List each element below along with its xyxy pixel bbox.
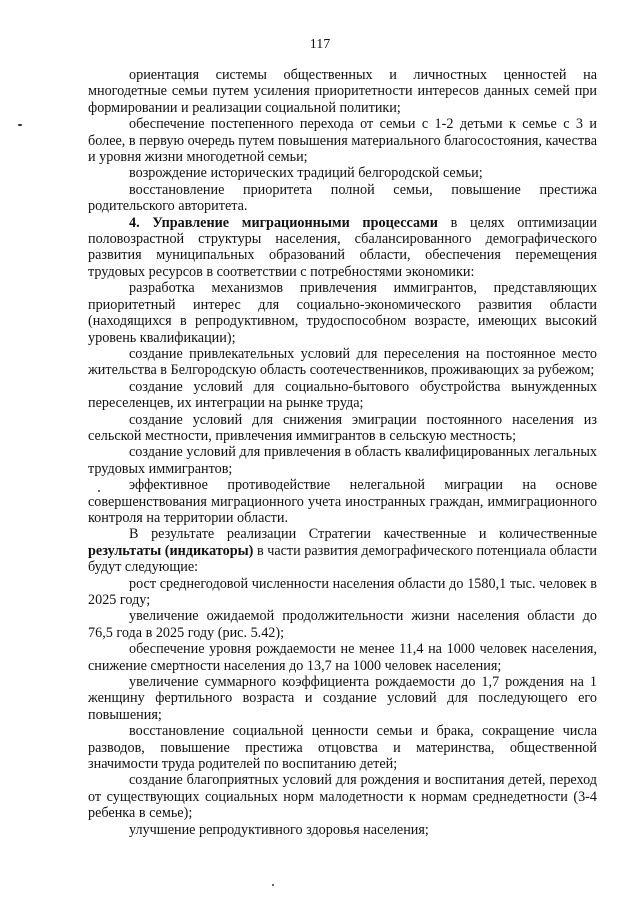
section-heading-migration: 4. Управление миграционными процессами	[129, 214, 438, 231]
paragraph: создание условий для привлечения в область квалифицированных легальных трудовых иммигрантов;	[88, 444, 597, 477]
paragraph: восстановление приоритета полной семьи, повышение престижа родительского авторитета.	[88, 181, 597, 215]
paragraph: обеспечение уровня рождаемости не менее 11,4 на 1000 человек населения, снижение смертности населения до 13,7 на 1000 человек населения;	[88, 641, 597, 674]
paragraph-results-intro	[88, 526, 597, 575]
paragraph: эффективное противодействие нелегальной миграции на основе совершенствования миграционного учета иностранных граждан, иммиграционного контроля на территории области.	[88, 477, 597, 526]
paragraph: обеспечение постепенного перехода от семьи с 1-2 детьми к семье с 3 и более, в первую очередь путем повышения материального благосостояния, качества и уровня жизни многодетной семьи;	[88, 116, 597, 166]
paragraph: восстановление социальной ценности семьи и брака, сокращение числа разводов, повышение престижа отцовства и материнства, общественной значимости труда родителей по воспитанию детей;	[88, 723, 597, 773]
paragraph: создание привлекательных условий для переселения на постоянное место жительства в Белгородскую область соотечественников, проживающих за рубежом;	[88, 345, 597, 379]
paragraph: создание условий для социально-бытового обустройства вынужденных переселенцев, их интеграции на рынке труда;	[88, 378, 597, 412]
paragraph-section-heading	[88, 215, 597, 281]
paragraph: возрождение исторических традиций белгородской семьи;	[129, 165, 483, 182]
paragraph-text: В результате реализации Стратегии качественные и количественные	[129, 526, 597, 543]
paragraph: создание условий для снижения эмиграции постоянного населения из сельской местности, привлечения иммигрантов в сельскую местность;	[88, 411, 597, 444]
paragraph: создание благоприятных условий для рождения и воспитания детей, переход от существующих социальных норм малодетности к нормам среднедетности (3-4 ребенка в семье);	[88, 772, 597, 822]
results-indicators-heading: результаты (индикаторы)	[88, 542, 254, 559]
paragraph: улучшение репродуктивного здоровья населения;	[129, 821, 429, 838]
paragraph: разработка механизмов привлечения иммигрантов, представляющих приоритетный интерес для социально-экономического развития области (находящихся в репродуктивном, трудоспособном возрасте, имеющих высокий уровень квалификации);	[88, 280, 597, 346]
scan-artifact	[272, 884, 274, 886]
page-number: 117	[309, 37, 331, 52]
paragraph-text: в части развития демографического потенциала области будут следующие:	[88, 542, 598, 576]
paragraph: ориентация системы общественных и личностных ценностей на многодетные семьи путем усиления приоритетности интересов данных семей при формировании и реализации социальной политики;	[88, 67, 597, 116]
paragraph-text: в целях оптимизации половозрастной структуры населения, сбалансированного демографического развития муниципальных образований области, обеспечения перемещения трудовых ресурсов в соответствии с потребностями экономики:	[88, 214, 597, 280]
paragraph: рост среднегодовой численности населения области до 1580,1 тыс. человек в 2025 году;	[88, 575, 597, 608]
paragraph: увеличение суммарного коэффициента рождаемости до 1,7 рождения на 1 женщину фертильного возраста и создание условий для последующего его повышения;	[88, 674, 597, 723]
paragraph: увеличение ожидаемой продолжительности жизни населения области до 76,5 года в 2025 году (рис. 5.42);	[88, 608, 597, 641]
scan-artifact	[18, 124, 22, 126]
document-body	[88, 67, 597, 838]
